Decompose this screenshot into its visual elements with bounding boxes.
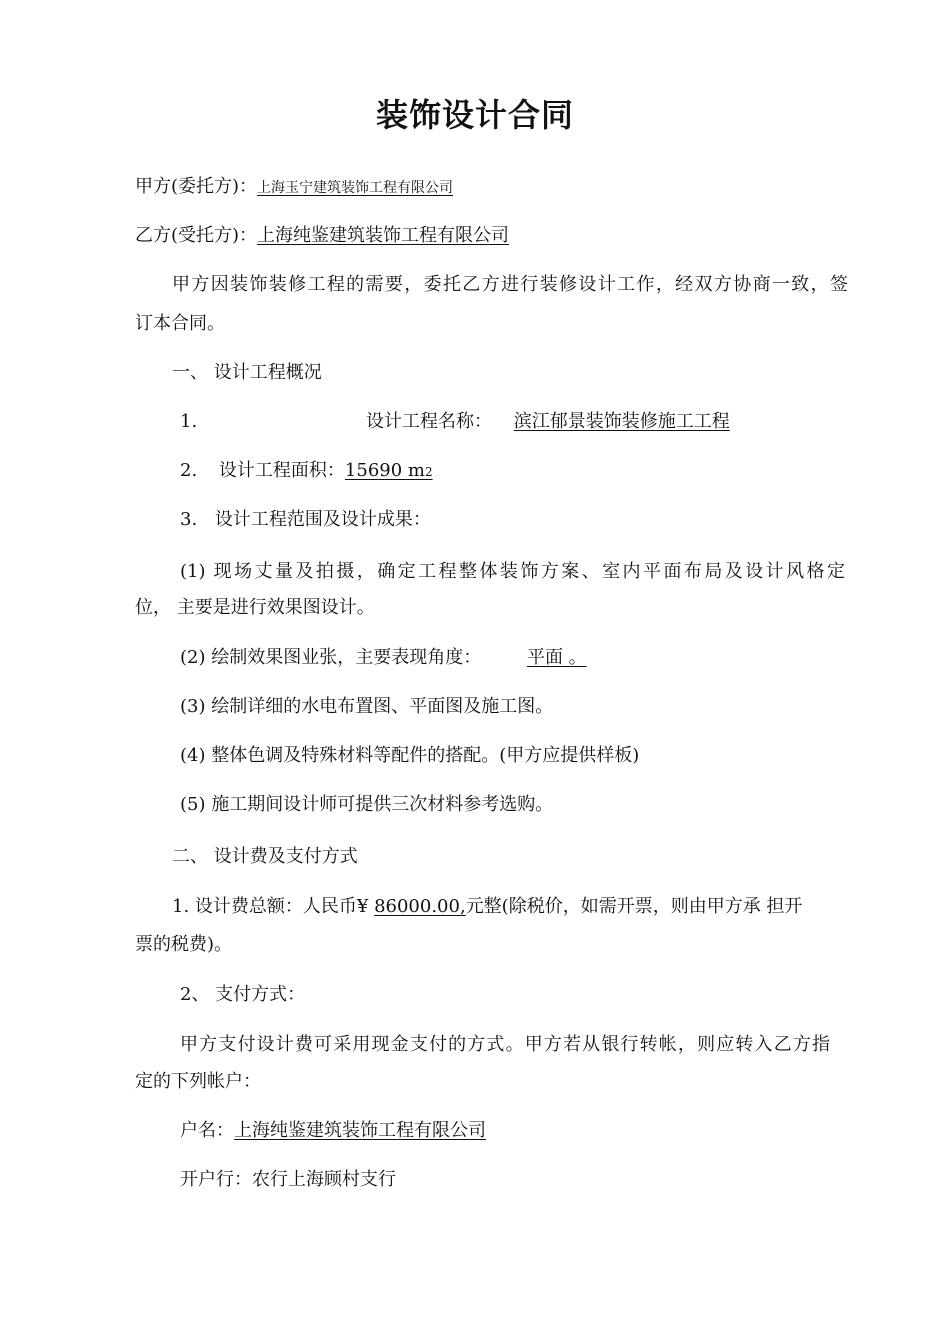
account-name-label: 户名： [180, 1120, 234, 1141]
party-b-name: 上海纯鉴建筑装饰工程有限公司 [257, 225, 510, 246]
item-3-label: 设计工程范围及设计成果： [214, 509, 431, 530]
sub-item-2-value: 平面 。 [526, 647, 587, 668]
fee-line-1 [172, 896, 802, 918]
sub-item-2-text: (2) 绘制效果图业张，主要表现角度： [180, 647, 482, 668]
item-2-value-text: 15690 m [344, 460, 425, 481]
bank-name: 农行上海顾村支行 [252, 1169, 396, 1190]
item-2-value-unit-superscript: 2 [424, 465, 433, 479]
item-3-number: 3. [180, 509, 198, 530]
party-b-line [135, 225, 509, 247]
section-1-heading: 一、 设计工程概况 [172, 362, 322, 383]
account-name-value: 上海纯鉴建筑装饰工程有限公司 [234, 1120, 486, 1141]
sub-item-2-line [180, 647, 587, 669]
bank-label: 开户行： [180, 1169, 252, 1190]
fee-value: 86000.00, [374, 896, 466, 917]
party-a-label: 甲方(委托方)： [135, 176, 258, 197]
sub-item-5: (5) 施工期间设计师可提供三次材料参考选购。 [180, 794, 554, 815]
fee-prefix: 1. 设计费总额：人民币¥ [172, 896, 375, 917]
item-1-label: 设计工程名称： [366, 411, 492, 432]
item-3-line [180, 509, 431, 531]
item-1-number: 1. [180, 411, 198, 432]
document-title: 装饰设计合同 [375, 96, 574, 134]
account-name-line [180, 1120, 486, 1142]
party-b-label: 乙方(受托方)： [135, 225, 258, 246]
payment-line-2: 定的下列帐户： [135, 1071, 261, 1092]
sub-item-4: (4) 整体色调及特殊材料等配件的搭配。(甲方应提供样板) [180, 745, 640, 766]
sub-item-1-line-1: (1) 现场丈量及拍摄，确定工程整体装饰方案、室内平面布局及设计风格定 [180, 561, 845, 582]
section-2-heading: 二、 设计费及支付方式 [172, 846, 358, 867]
bank-line [180, 1169, 396, 1191]
sub-item-1-line-2: 位， 主要是进行效果图设计。 [135, 597, 375, 618]
item-1-value: 滨江郁景装饰装修施工工程 [513, 411, 730, 432]
sub-item-3: (3) 绘制详细的水电布置图、平面图及施工图。 [180, 696, 554, 717]
payment-heading: 2、 支付方式： [180, 984, 306, 1005]
item-2-number: 2. [180, 460, 198, 481]
fee-suffix: 元整(除税价，如需开票，则由甲方承 担开 [465, 896, 803, 917]
fee-line-2: 票的税费)。 [135, 934, 233, 955]
item-2-value [345, 460, 433, 481]
intro-line-2: 订本合同。 [135, 313, 225, 334]
party-a-line [135, 176, 453, 199]
item-1-line [366, 411, 730, 433]
item-2-line [180, 460, 433, 483]
payment-line-1: 甲方支付设计费可采用现金支付的方式。甲方若从银行转帐，则应转入乙方指 [180, 1034, 830, 1055]
item-2-label: 设计工程面积： [218, 460, 345, 481]
party-a-name: 上海玉宁建筑装饰工程有限公司 [257, 180, 454, 196]
intro-line-1: 甲方因装饰装修工程的需要，委托乙方进行装修设计工作，经双方协商一致，签 [172, 274, 848, 295]
